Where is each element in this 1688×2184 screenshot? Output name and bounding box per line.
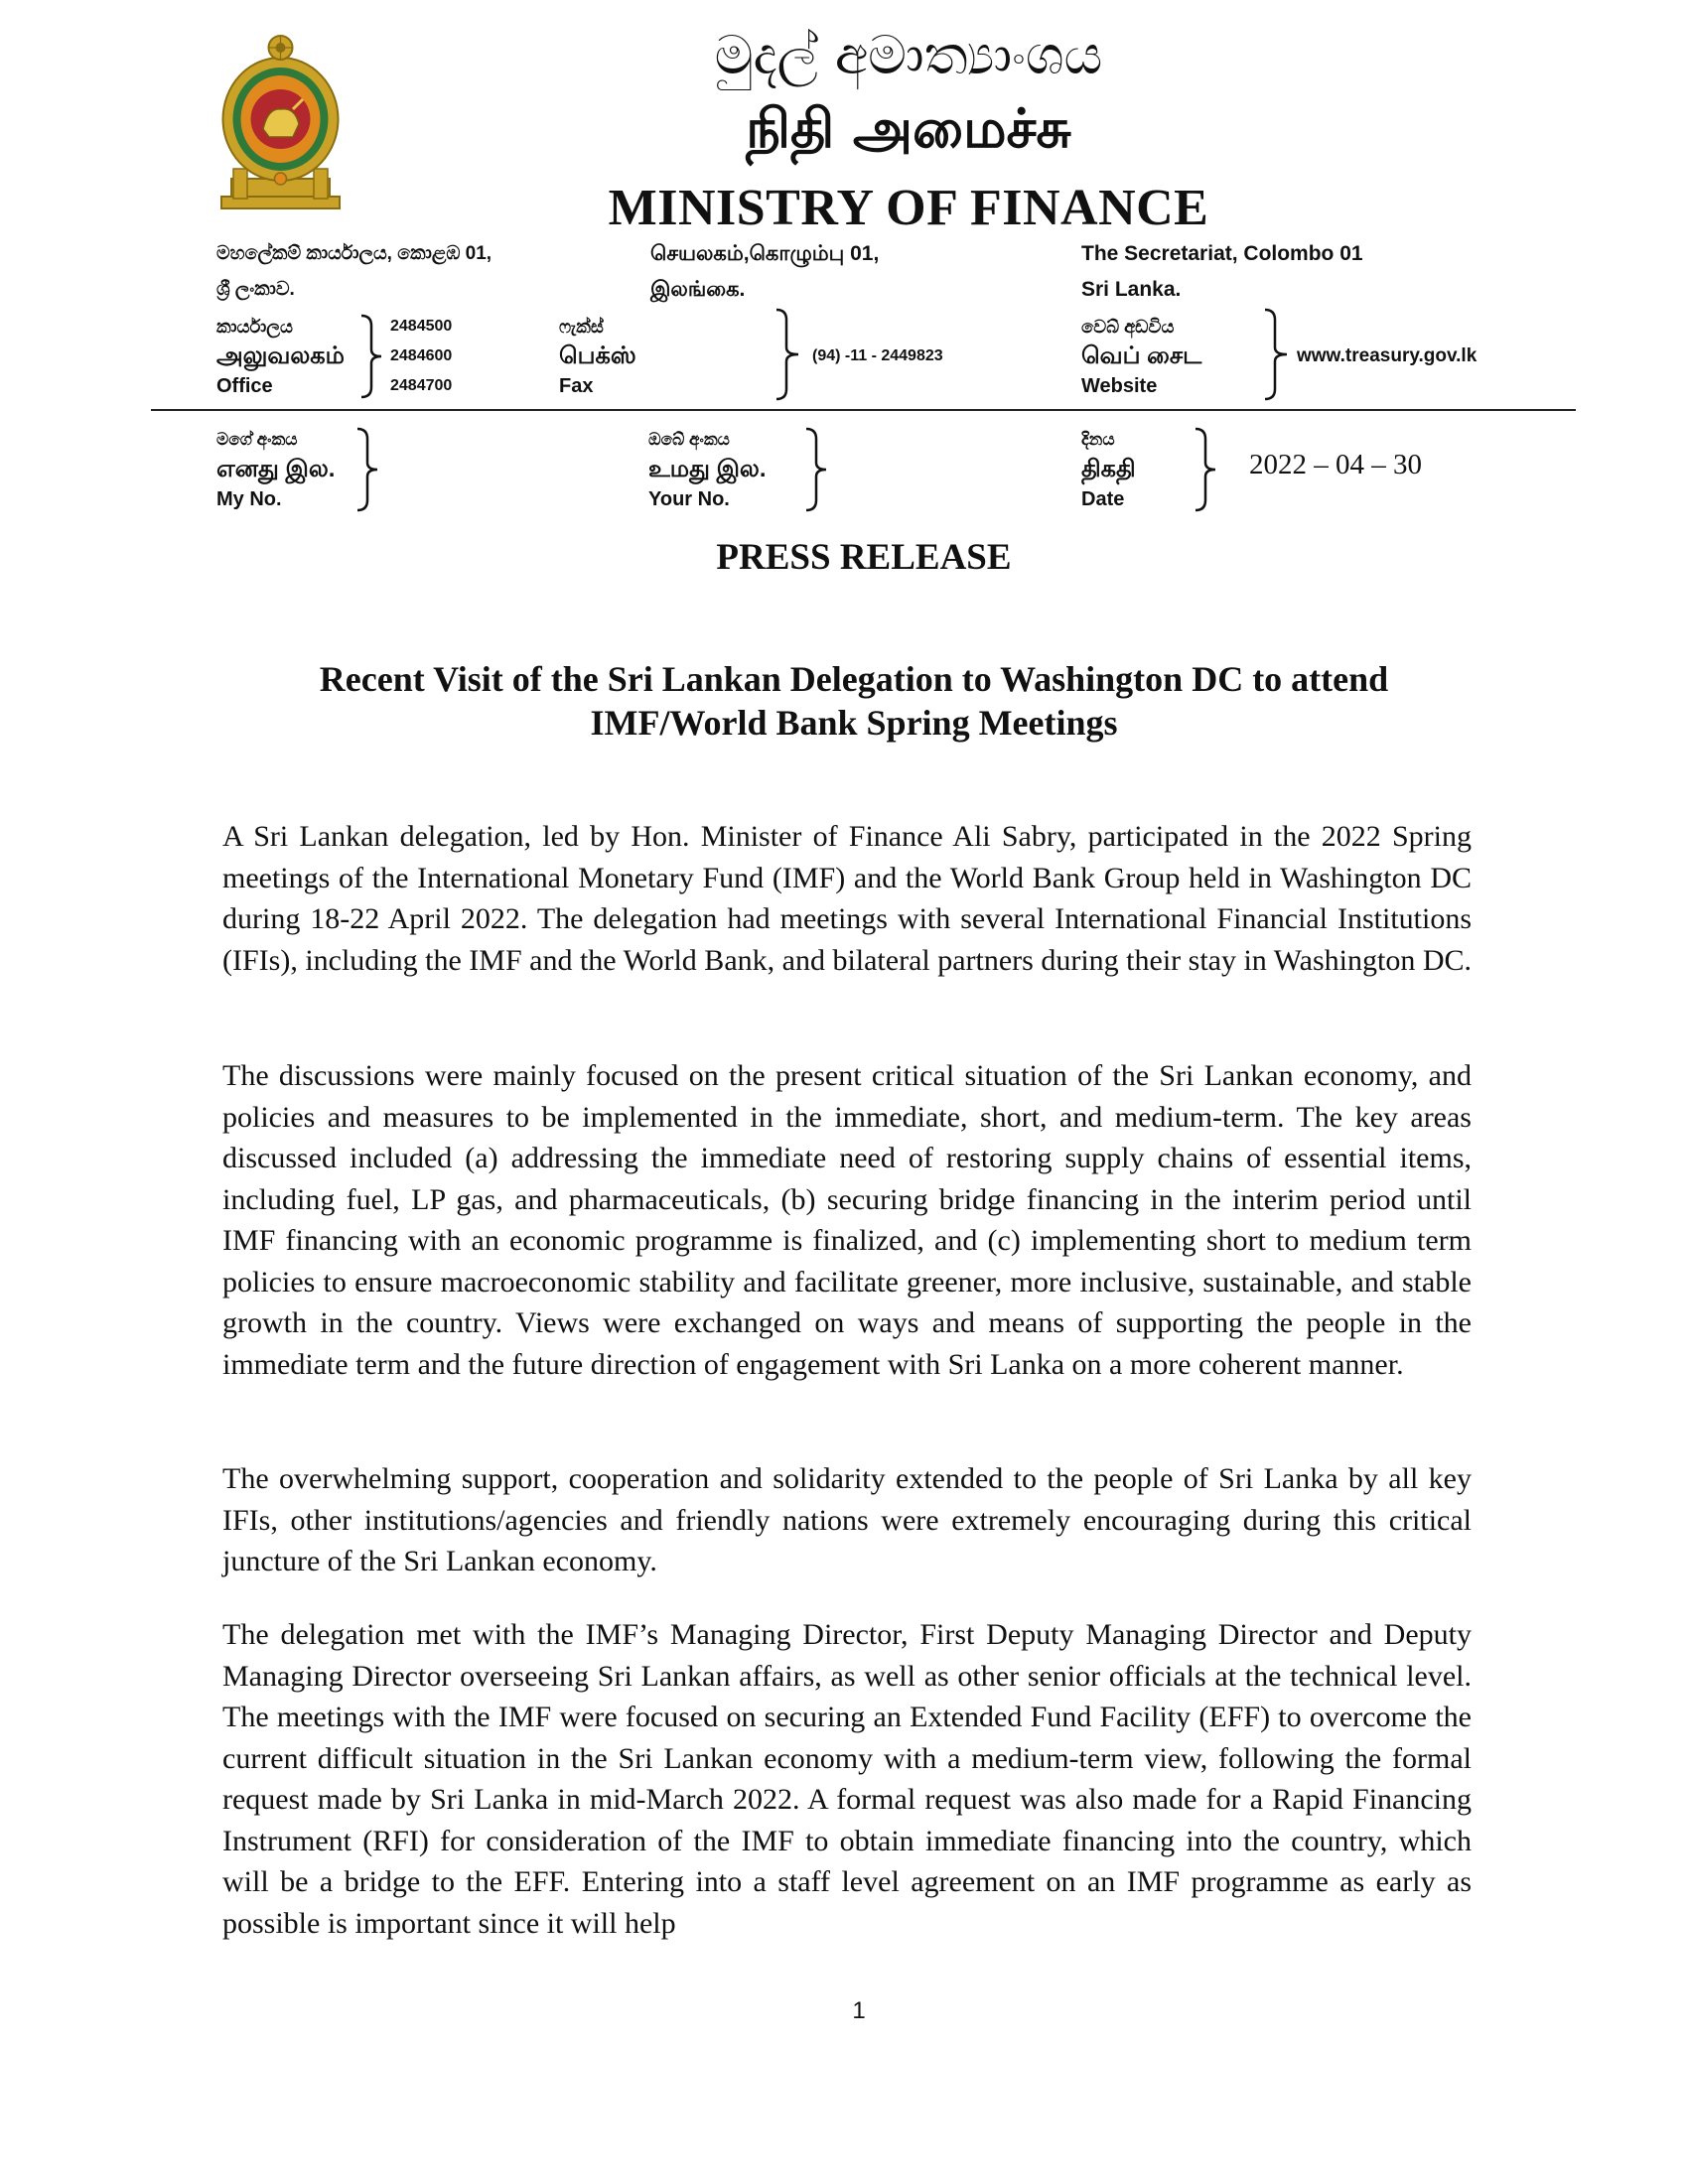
address-english: [1081, 236, 1363, 308]
address-sinhala: [216, 236, 492, 308]
headline-line1: Recent Visit of the Sri Lankan Delegation to Washington DC to attend: [319, 659, 1389, 699]
date-label-en: Date: [1081, 488, 1125, 510]
office-number-1: 2484500: [390, 318, 453, 335]
office-number-3: 2484700: [390, 377, 453, 394]
body-paragraph-2: The discussions were mainly focused on the present critical situation of the Sri Lankan economy, and policies and measures to be implemented in the immediate, short, and medium-term. The key areas discussed included (a) addressing the immediate need of restoring supply chains of essential items, including fuel, LP gas, and pharmaceuticals, (b) securing bridge financing in the interim period until IMF financing with an economic programme is finalized, and (c) implementing short to medium term policies to ensure macroeconomic stability and facilitate greener, more inclusive, sustainable, and stable growth in the country. Views were exchanged on ways and means of supporting the people in the immediate term and the future direction of engagement with Sri Lanka on a more coherent manner.: [222, 1059, 1472, 1381]
body-paragraph-4: The delegation met with the IMF’s Managing Director, First Deputy Managing Director and Deputy Managing Director overseeing Sri Lankan affairs, as well as other senior officials at the technical level. The meetings with the IMF were focused on securing an Extended Fund Facility (EFF) to overcome the current difficult situation in the Sri Lankan economy with a medium-term view, following the formal request made by Sri Lanka in mid-March 2022. A formal request was also made for a Rapid Financing Instrument (RFI) for consideration of the IMF to obtain immediate financing into the country, which will be a bridge to the EFF. Entering into a staff level agreement on an IMF programme as early as possible is important since it will help: [222, 1618, 1472, 1940]
office-labels: [216, 312, 345, 401]
my-no-brace-icon: [353, 427, 381, 512]
office-numbers: [390, 312, 452, 401]
body-paragraph-1: A Sri Lankan delegation, led by Hon. Minister of Finance Ali Sabry, participated in the 2022 Spring meetings of the International Monetary Fund (IMF) and the World Bank Group held in Washington DC during 18-22 April 2022. The delegation had meetings with several International Financial Institutions (IFIs), including the IMF and the World Bank, and bilateral partners during their stay in Washington DC.: [222, 820, 1473, 977]
address-tamil: [650, 236, 879, 308]
fax-labels: [559, 312, 636, 401]
website-url: www.treasury.gov.lk: [1297, 345, 1477, 366]
website-label-si: වෙබ් අඩවිය: [1081, 317, 1175, 337]
date-brace-icon: [1192, 427, 1219, 512]
fax-brace-icon: [773, 308, 802, 401]
address-english-line1: The Secretariat, Colombo 01: [1081, 242, 1363, 265]
letterhead-divider: [151, 409, 1576, 411]
body-paragraph-3: The overwhelming support, cooperation and solidarity extended to the people of Sri Lanka by all key IFIs, other institutions/agencies and friendly nations were extremely encouraging during this critical juncture of the Sri Lankan economy.: [222, 1462, 1472, 1577]
headline: [238, 657, 1470, 745]
date-value: 2022 – 04 – 30: [1249, 449, 1422, 480]
date-label-si: දිනය: [1081, 430, 1115, 449]
headline-line2: IMF/World Bank Spring Meetings: [590, 703, 1118, 743]
your-no-brace-icon: [802, 427, 830, 512]
office-label-ta: அலுவலகம்: [216, 342, 345, 369]
my-no-label-en: My No.: [216, 488, 282, 510]
website-brace-icon: [1261, 308, 1291, 401]
office-brace-icon: [357, 314, 385, 399]
website-labels: [1081, 312, 1201, 401]
document-kind: PRESS RELEASE: [716, 537, 1012, 578]
website-label-ta: வெப் சைட: [1081, 342, 1202, 369]
your-no-label-si: ඔබේ අංකය: [648, 430, 730, 449]
fax-label-en: Fax: [559, 375, 594, 397]
address-tamil-line1: செயலகம்,கொழும்பு 01,: [650, 242, 880, 265]
website-label-en: Website: [1081, 375, 1158, 397]
your-no-label-en: Your No.: [648, 488, 730, 510]
my-no-label-si: මගේ අංකය: [216, 430, 298, 449]
office-label-si: කාර්යාලය: [216, 317, 293, 337]
date-label-ta: திகதி: [1081, 456, 1136, 482]
address-english-line2: Sri Lanka.: [1081, 278, 1182, 301]
fax-label-si: ෆැක්ස්: [559, 317, 604, 337]
address-sinhala-line1: මහලේකම් කාර්යාලය, කොළඹ 01,: [216, 243, 492, 264]
fax-label-ta: பெக்ஸ்: [559, 342, 636, 369]
your-no-label-ta: உமது இல.: [648, 456, 767, 482]
address-tamil-line2: இலங்கை.: [650, 278, 746, 301]
ministry-title-tamil: நிதி அமைச்சு: [746, 97, 1071, 160]
office-label-en: Office: [216, 375, 273, 397]
page-number: 1: [852, 1997, 866, 2024]
office-number-2: 2484600: [390, 347, 453, 364]
address-sinhala-line2: ශ්‍රී ලංකාව.: [216, 279, 295, 300]
ministry-title-english: MINISTRY OF FINANCE: [608, 180, 1209, 236]
my-no-labels: [216, 425, 335, 514]
date-labels: [1081, 425, 1136, 514]
my-no-label-ta: எனது இல.: [216, 456, 336, 482]
fax-number: (94) -11 - 2449823: [812, 347, 943, 364]
ministry-title-sinhala: මුදල් අමාත්‍යාංශය: [714, 24, 1103, 86]
your-no-labels: [648, 425, 767, 514]
